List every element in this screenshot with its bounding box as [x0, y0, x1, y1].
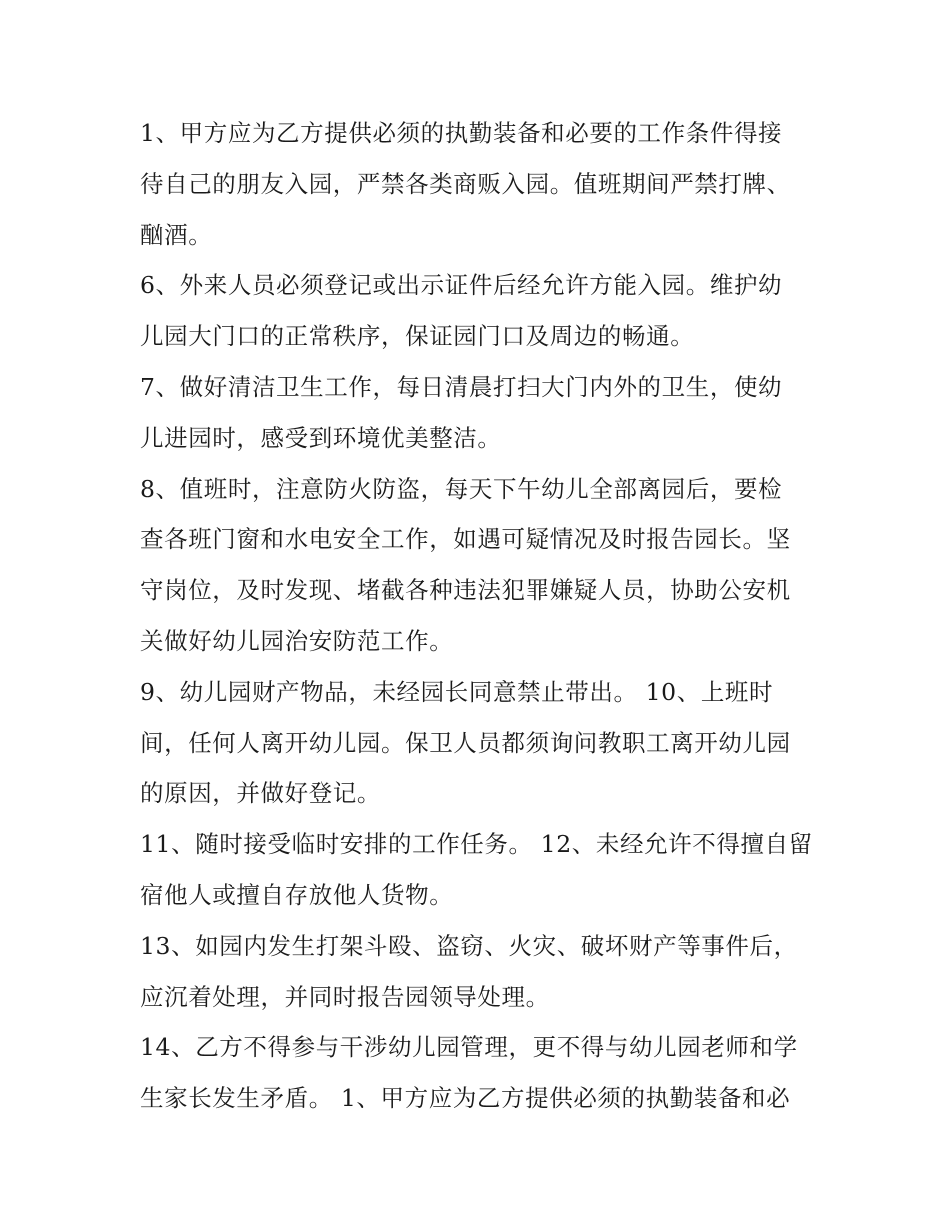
paragraph-9 [140, 667, 820, 819]
paragraph-14 [140, 1022, 820, 1124]
text-line: 1、甲方应为乙方提供必须的执勤装备和必要的工作条件得接 [140, 119, 783, 147]
paragraph-6 [140, 260, 820, 362]
text-line: 13、如园内发生打架斗殴、盗窃、火灾、破坏财产等事件后， [140, 931, 798, 960]
text-line: 生家长发生矛盾。 1、甲方应为乙方提供必须的执勤装备和必 [140, 1084, 791, 1113]
text-line: 守岗位，及时发现、堵截各种违法犯罪嫌疑人员，协助公安机 [140, 576, 791, 605]
text-line: 6、外来人员必须登记或出示证件后经允许方能入园。维护幼 [140, 271, 783, 300]
text-line: 关做好幼儿园治安防范工作。 [140, 626, 454, 655]
text-line: 应沉着处理，并同时报告园领导处理。 [140, 982, 550, 1011]
text-line: 间，任何人离开幼儿园。保卫人员都须询问教职工离开幼儿园 [140, 728, 791, 757]
text-line: 查各班门窗和水电安全工作，如遇可疑情况及时报告园长。坚 [140, 525, 791, 554]
text-line: 儿进园时，感受到环境优美整洁。 [140, 423, 502, 452]
text-line: 14、乙方不得参与干涉幼儿园管理，更不得与幼儿园老师和学 [140, 1033, 798, 1062]
paragraph-8 [140, 464, 820, 667]
text-line: 酗酒。 [140, 220, 213, 249]
text-line: 的原因，并做好登记。 [140, 779, 381, 808]
text-line: 11、随时接受临时安排的工作任务。 12、未经允许不得擅自留 [140, 830, 813, 859]
text-line: 8、值班时，注意防火防盗，每天下午幼儿全部离园后，要检 [140, 474, 783, 503]
paragraph-13 [140, 921, 820, 1023]
text-line: 9、幼儿园财产物品，未经园长同意禁止带出。 10、上班时 [140, 677, 774, 706]
text-line: 7、做好清洁卫生工作，每日清晨打扫大门内外的卫生，使幼 [140, 372, 783, 401]
paragraph-7 [140, 362, 820, 464]
paragraph-11 [140, 819, 820, 921]
document-body [140, 108, 820, 1124]
text-line: 宿他人或擅自存放他人货物。 [140, 880, 454, 909]
text-line: 待自己的朋友入园，严禁各类商贩入园。值班期间严禁打牌、 [140, 169, 791, 198]
text-line: 儿园大门口的正常秩序，保证园门口及周边的畅通。 [140, 322, 695, 351]
paragraph-1 [140, 108, 820, 260]
